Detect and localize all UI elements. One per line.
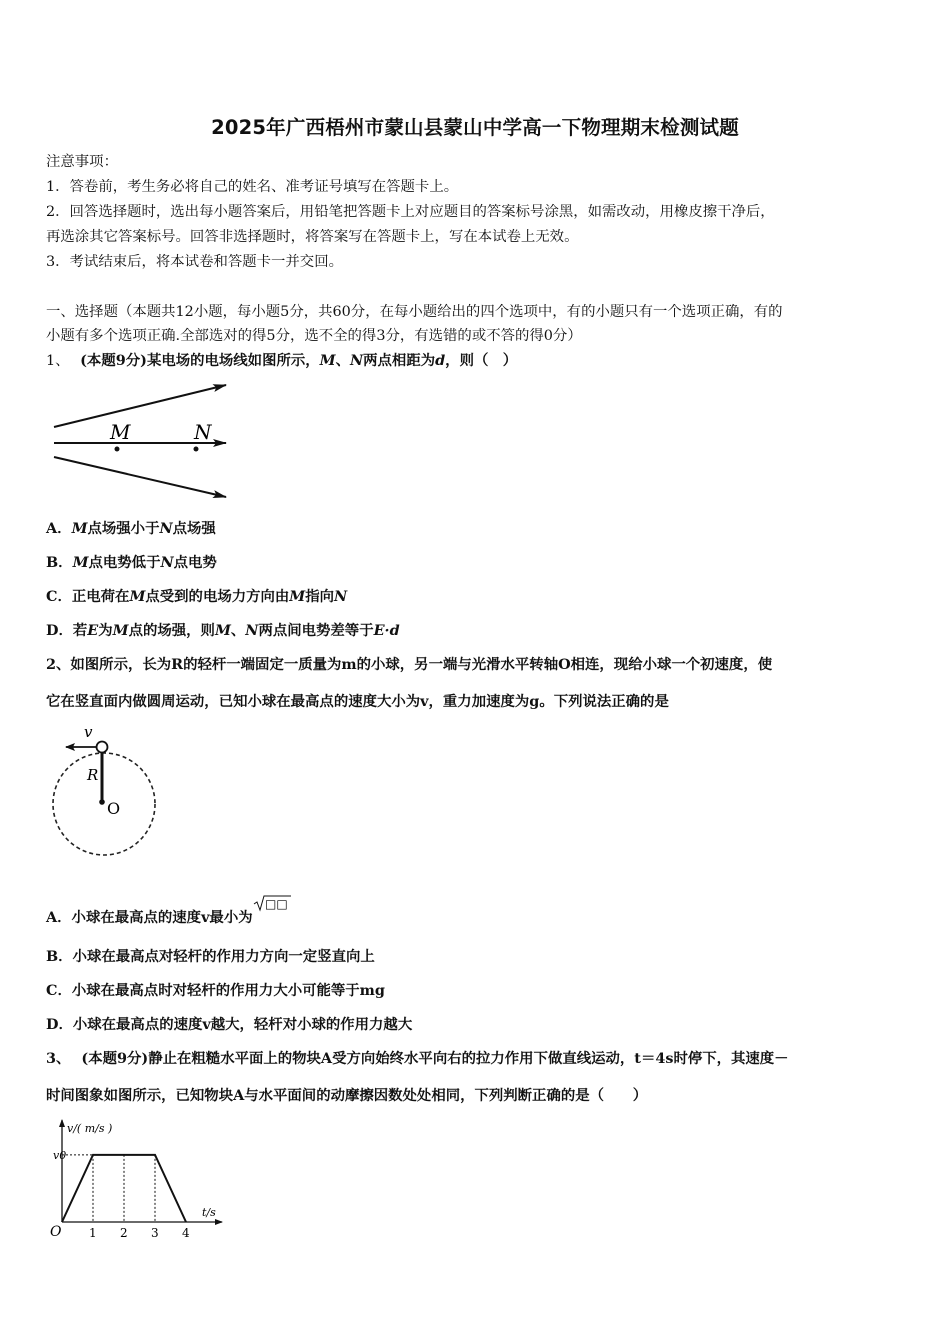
notice-heading: 注意事项： <box>46 154 118 170</box>
q1-option-a <box>46 519 216 539</box>
q1-option-d-text-1: 为 <box>98 622 113 639</box>
rod-length-label: R <box>87 766 99 784</box>
q1-option-c-var-1: M <box>129 588 146 605</box>
q1-var-d: d <box>435 352 446 369</box>
point-M-label: M <box>110 420 131 444</box>
q1-option-d-text-0: 若 <box>72 622 88 639</box>
page-title: 2025年广西梧州市蒙山县蒙山中学高一下物理期末检测试题 <box>211 116 739 139</box>
notice-item-2-cont: 再选涂其它答案标号。回答非选择题时，将答案写在答题卡上，写在本试卷上无效。 <box>46 229 579 245</box>
q2-option-d: D．小球在最高点的速度v越大，轻杆对小球的作用力越大 <box>46 1016 413 1033</box>
q1-option-d-var-1: E <box>87 622 99 639</box>
q1-option-b-text-1: 点电势低于 <box>88 554 161 571</box>
q1-option-d <box>46 621 400 641</box>
q1-option-a-var-1: M <box>71 520 88 537</box>
q1-option-c-var-2: M <box>289 588 306 605</box>
circular-path <box>53 753 155 855</box>
q3-stem-1: 静止在粗糙水平面上的物块A受方向始终水平向右的拉力作用下做直线运动，t＝4s时停下，其速度－ <box>148 1050 789 1067</box>
field-line-bottom <box>54 457 226 497</box>
point-N-label: N <box>194 420 212 444</box>
q1-option-a-text-1: 点场强小于 <box>87 520 160 537</box>
q1-option-a-text-2: 点场强 <box>172 520 216 537</box>
q1-var-M: M <box>319 352 336 369</box>
q3-score: (本题9分) <box>81 1050 149 1067</box>
q2-option-a <box>46 898 291 928</box>
axis-label: O <box>107 799 121 818</box>
notice-item-3: 3．考试结束后，将本试卷和答题卡一并交回。 <box>46 254 343 270</box>
point-N <box>194 447 199 452</box>
notice-item-1: 1．答卷前，考生务必将自己的姓名、准考证号填写在答题卡上。 <box>46 179 459 195</box>
q1-stem <box>46 351 517 371</box>
q1-field-figure <box>46 380 236 505</box>
axis-point <box>99 799 105 805</box>
q1-option-d-var-4: N <box>245 622 259 639</box>
q1-var-N: N <box>349 352 364 369</box>
q1-score: (本题9分) <box>80 352 147 369</box>
y-axis-label: v/( m/s ) <box>67 1122 113 1135</box>
q1-option-a-var-2: N <box>159 520 173 537</box>
q1-option-c-text-0: 正电荷在 <box>71 588 130 605</box>
q2-stem-line-1: 2、如图所示，长为R的轻杆一端固定一质量为m的小球，另一端与光滑水平转轴O相连，现给小球一个初速度，使 <box>46 656 773 673</box>
q1-option-c-var-3: N <box>334 588 348 605</box>
point-M <box>115 447 120 452</box>
q2-circle-figure <box>46 722 166 862</box>
q1-option-b-text-2: 点电势 <box>173 554 217 571</box>
q1-stem-a: 某电场的电场线如图所示， <box>146 352 320 369</box>
q1-option-d-var-5: E·d <box>373 622 400 639</box>
velocity-label: v <box>84 723 93 741</box>
vt-graph <box>40 1116 230 1242</box>
q1-option-b <box>46 553 217 573</box>
q2-option-c: C．小球在最高点时对轻杆的作用力大小可能等于mg <box>46 982 385 999</box>
q1-option-a-label: A． <box>46 520 72 537</box>
q1-option-d-var-2: M <box>112 622 129 639</box>
x-tick-label-4: 4 <box>182 1226 190 1240</box>
sqrt-radicand: □□ <box>264 897 288 911</box>
q1-option-d-label: D． <box>46 622 73 639</box>
ball <box>97 742 108 753</box>
q1-stem-b: 两点相距为 <box>363 352 436 369</box>
q1-option-b-var-1: M <box>72 554 89 571</box>
q1-option-c-label: C． <box>46 588 72 605</box>
q1-option-c <box>46 587 347 607</box>
notice-item-2: 2．回答选择题时，选出每小题答案后，用铅笔把答题卡上对应题目的答案标号涂黑，如需改动，用橡皮擦干净后， <box>46 204 775 220</box>
q1-option-d-text-2: 点的场强，则 <box>128 622 215 639</box>
q2-option-b: B．小球在最高点对轻杆的作用力方向一定竖直向上 <box>46 948 375 965</box>
q2-option-a-text: A．小球在最高点的速度v最小为 <box>46 909 253 926</box>
q3-stem-line-1 <box>46 1049 789 1069</box>
q3-stem-line-2: 时间图象如图所示，已知物块A与水平面间的动摩擦因数处处相同，下列判断正确的是（ ） <box>46 1087 648 1104</box>
q1-option-b-var-2: N <box>160 554 174 571</box>
x-tick-label-3: 3 <box>151 1226 159 1240</box>
q1-option-c-text-1: 点受到的电场力方向由 <box>145 588 290 605</box>
x-tick-label-1: 1 <box>89 1226 97 1240</box>
sqrt-symbol <box>253 898 291 912</box>
q1-option-d-text-3: 、 <box>230 622 246 639</box>
q2-stem-line-2: 它在竖直面内做圆周运动，已知小球在最高点的速度大小为v，重力加速度为g。下列说法正确的是 <box>46 693 669 710</box>
x-tick-label-2: 2 <box>120 1226 128 1240</box>
q1-sep: 、 <box>335 352 350 369</box>
q1-stem-c: ，则（ ） <box>445 352 518 369</box>
x-axis-label: t/s <box>202 1206 216 1219</box>
section-heading-line-2: 小题有多个选项正确.全部选对的得5分，选不全的得3分，有选错的或不答的得0分） <box>46 328 582 344</box>
y-tick-label-v0: v0 <box>53 1148 67 1162</box>
origin-label: O <box>50 1224 62 1240</box>
q1-number: 1、 <box>46 353 70 369</box>
q1-option-b-label: B． <box>46 554 73 571</box>
section-heading-line-1: 一、选择题（本题共12小题，每小题5分，共60分，在每小题给出的四个选项中，有的小题只有一个选项正确，有的 <box>46 304 783 320</box>
q1-option-d-var-3: M <box>214 622 231 639</box>
q1-option-c-text-2: 指向 <box>305 588 335 605</box>
q1-option-d-text-4: 两点间电势差等于 <box>258 622 374 639</box>
q3-number: 3、 <box>46 1050 71 1067</box>
